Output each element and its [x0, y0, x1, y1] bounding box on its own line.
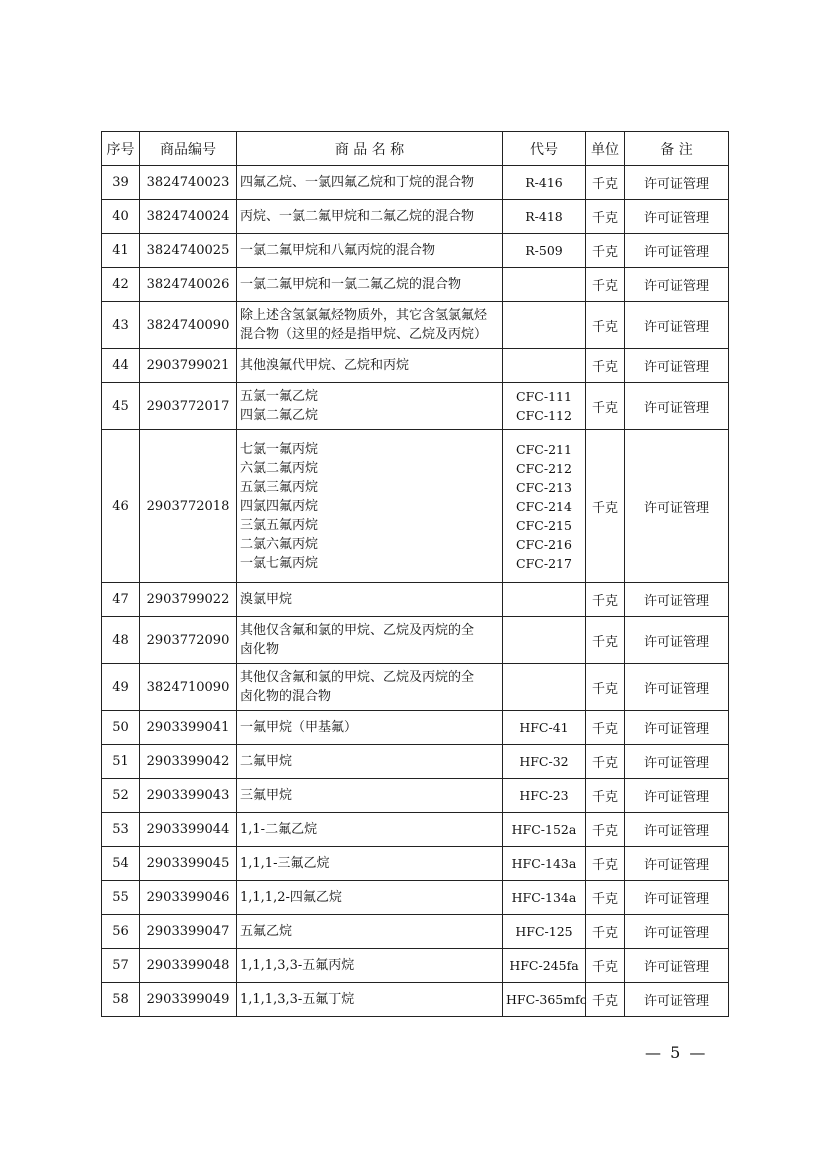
cell-designation	[503, 383, 586, 430]
header-serial-no: 序号	[102, 132, 140, 166]
cell-designation-line: CFC-213	[516, 479, 572, 495]
cell-commodity-code: 3824740023	[140, 166, 237, 200]
table-row	[102, 813, 729, 847]
cell-commodity-name-line: 二氟甲烷	[240, 754, 293, 769]
cell-commodity-name-line: 丙烷、一氯二氟甲烷和二氟乙烷的混合物	[240, 209, 475, 224]
table-row	[102, 915, 729, 949]
cell-remarks: 许可证管理	[625, 779, 729, 813]
cell-commodity-name-line: 1,1-二氟乙烷	[240, 822, 318, 837]
cell-commodity-name-line: 溴氯甲烷	[240, 592, 293, 607]
cell-unit: 千克	[586, 847, 625, 881]
cell-designation	[503, 234, 586, 268]
cell-designation	[503, 430, 586, 583]
cell-commodity-name-line: 1,1,1,2-四氟乙烷	[240, 890, 342, 905]
cell-designation-line: HFC-23	[519, 788, 569, 803]
cell-commodity-name-line: 其他仅含氟和氯的甲烷、乙烷及丙烷的全	[240, 623, 475, 638]
cell-commodity-name	[237, 847, 503, 881]
cell-commodity-name	[237, 881, 503, 915]
cell-serial-no: 53	[102, 813, 140, 847]
cell-designation-line: HFC-41	[519, 720, 569, 735]
cell-commodity-code: 2903772018	[140, 430, 237, 583]
header-unit: 单位	[586, 132, 625, 166]
cell-designation-line: CFC-112	[516, 408, 572, 423]
table-row	[102, 349, 729, 383]
table-row	[102, 234, 729, 268]
cell-commodity-name-line: 五氟乙烷	[240, 924, 293, 939]
cell-commodity-name	[237, 430, 503, 583]
cell-serial-no: 42	[102, 268, 140, 302]
cell-unit: 千克	[586, 813, 625, 847]
cell-unit: 千克	[586, 349, 625, 383]
cell-commodity-name-line: 三氯五氟丙烷	[240, 517, 319, 533]
cell-unit: 千克	[586, 664, 625, 711]
cell-remarks: 许可证管理	[625, 881, 729, 915]
cell-unit: 千克	[586, 430, 625, 583]
cell-commodity-name	[237, 711, 503, 745]
table-row	[102, 583, 729, 617]
table-row	[102, 779, 729, 813]
header-commodity-name: 商 品 名 称	[237, 132, 503, 166]
table-row	[102, 847, 729, 881]
cell-commodity-name	[237, 349, 503, 383]
cell-unit: 千克	[586, 779, 625, 813]
cell-remarks: 许可证管理	[625, 915, 729, 949]
cell-commodity-name-line: 卤化物	[240, 642, 280, 657]
cell-designation	[503, 200, 586, 234]
cell-unit: 千克	[586, 302, 625, 349]
header-remarks: 备 注	[625, 132, 729, 166]
cell-commodity-code: 2903772017	[140, 383, 237, 430]
cell-designation-line: HFC-245fa	[509, 958, 579, 973]
cell-unit: 千克	[586, 268, 625, 302]
cell-remarks: 许可证管理	[625, 583, 729, 617]
cell-serial-no: 40	[102, 200, 140, 234]
cell-commodity-name	[237, 745, 503, 779]
cell-commodity-name	[237, 915, 503, 949]
cell-serial-no: 44	[102, 349, 140, 383]
cell-commodity-code: 2903799021	[140, 349, 237, 383]
cell-commodity-name-line: 五氯三氟丙烷	[240, 479, 319, 495]
cell-designation-line: HFC-125	[515, 924, 573, 939]
cell-commodity-name	[237, 617, 503, 664]
cell-commodity-name	[237, 583, 503, 617]
cell-unit: 千克	[586, 745, 625, 779]
cell-serial-no: 46	[102, 430, 140, 583]
table-header-row	[102, 132, 729, 166]
cell-commodity-name	[237, 383, 503, 430]
cell-designation-line: R-416	[525, 175, 563, 190]
cell-unit: 千克	[586, 383, 625, 430]
cell-commodity-name-line: 除上述含氢氯氟烃物质外，其它含氢氯氟烃	[240, 308, 488, 323]
cell-commodity-name-line: 其他仅含氟和氯的甲烷、乙烷及丙烷的全	[240, 670, 475, 685]
cell-serial-no: 45	[102, 383, 140, 430]
header-designation: 代号	[503, 132, 586, 166]
cell-designation	[503, 949, 586, 983]
cell-designation-line: CFC-216	[516, 536, 572, 552]
cell-commodity-code: 2903799022	[140, 583, 237, 617]
cell-designation	[503, 583, 586, 617]
cell-commodity-name	[237, 200, 503, 234]
cell-commodity-name	[237, 983, 503, 1017]
table-row	[102, 268, 729, 302]
cell-designation	[503, 779, 586, 813]
cell-remarks: 许可证管理	[625, 430, 729, 583]
cell-designation	[503, 349, 586, 383]
cell-unit: 千克	[586, 881, 625, 915]
cell-designation	[503, 881, 586, 915]
cell-remarks: 许可证管理	[625, 166, 729, 200]
cell-designation-line: CFC-111	[516, 389, 572, 404]
cell-commodity-code: 2903399042	[140, 745, 237, 779]
table-row	[102, 383, 729, 430]
cell-serial-no: 39	[102, 166, 140, 200]
cell-unit: 千克	[586, 983, 625, 1017]
cell-designation-line: CFC-212	[516, 460, 572, 476]
table-row	[102, 200, 729, 234]
cell-designation	[503, 617, 586, 664]
cell-unit: 千克	[586, 234, 625, 268]
header-commodity-code: 商品编号	[140, 132, 237, 166]
cell-unit: 千克	[586, 617, 625, 664]
cell-commodity-code: 2903399041	[140, 711, 237, 745]
cell-commodity-name	[237, 779, 503, 813]
cell-unit: 千克	[586, 915, 625, 949]
cell-designation	[503, 268, 586, 302]
cell-commodity-code: 2903399044	[140, 813, 237, 847]
cell-remarks: 许可证管理	[625, 302, 729, 349]
cell-designation-line: HFC-143a	[511, 856, 577, 871]
table-body	[102, 166, 729, 1017]
cell-commodity-name	[237, 268, 503, 302]
cell-serial-no: 52	[102, 779, 140, 813]
cell-serial-no: 41	[102, 234, 140, 268]
cell-commodity-name-line: 一氟甲烷（甲基氟）	[240, 720, 358, 735]
cell-designation-line: CFC-217	[516, 555, 572, 571]
cell-commodity-code: 2903399046	[140, 881, 237, 915]
cell-commodity-code: 2903399049	[140, 983, 237, 1017]
cell-commodity-name-line: 一氯七氟丙烷	[240, 555, 319, 571]
cell-remarks: 许可证管理	[625, 383, 729, 430]
cell-commodity-name	[237, 166, 503, 200]
cell-serial-no: 49	[102, 664, 140, 711]
cell-unit: 千克	[586, 711, 625, 745]
cell-designation-line: CFC-214	[516, 498, 572, 514]
cell-commodity-name-line: 三氟甲烷	[240, 788, 293, 803]
cell-designation-line: R-509	[525, 243, 563, 258]
table-row	[102, 302, 729, 349]
cell-serial-no: 50	[102, 711, 140, 745]
table-row	[102, 881, 729, 915]
cell-commodity-code: 2903399045	[140, 847, 237, 881]
cell-designation	[503, 813, 586, 847]
cell-designation-line: HFC-365mfc	[506, 992, 587, 1007]
cell-commodity-name	[237, 234, 503, 268]
cell-remarks: 许可证管理	[625, 664, 729, 711]
cell-designation-line: CFC-215	[516, 517, 572, 533]
table-row	[102, 983, 729, 1017]
goods-table	[101, 131, 729, 1017]
table-row	[102, 664, 729, 711]
cell-serial-no: 43	[102, 302, 140, 349]
cell-remarks: 许可证管理	[625, 813, 729, 847]
cell-commodity-name-line: 二氯六氟丙烷	[240, 536, 319, 552]
cell-designation-line: HFC-134a	[511, 890, 577, 905]
cell-remarks: 许可证管理	[625, 268, 729, 302]
cell-commodity-name-line: 其他溴氟代甲烷、乙烷和丙烷	[240, 358, 410, 373]
cell-commodity-code: 3824740024	[140, 200, 237, 234]
cell-serial-no: 48	[102, 617, 140, 664]
table-row	[102, 617, 729, 664]
cell-designation	[503, 915, 586, 949]
cell-commodity-code: 2903399047	[140, 915, 237, 949]
cell-serial-no: 56	[102, 915, 140, 949]
cell-designation	[503, 166, 586, 200]
table-row	[102, 430, 729, 583]
cell-designation	[503, 983, 586, 1017]
cell-designation	[503, 664, 586, 711]
cell-commodity-code: 3824740090	[140, 302, 237, 349]
cell-designation	[503, 745, 586, 779]
cell-commodity-code: 3824740025	[140, 234, 237, 268]
cell-commodity-name	[237, 813, 503, 847]
cell-serial-no: 57	[102, 949, 140, 983]
cell-designation-line: R-418	[525, 209, 563, 224]
cell-remarks: 许可证管理	[625, 617, 729, 664]
cell-unit: 千克	[586, 200, 625, 234]
cell-commodity-code: 3824710090	[140, 664, 237, 711]
cell-commodity-name	[237, 302, 503, 349]
cell-serial-no: 51	[102, 745, 140, 779]
table-row	[102, 166, 729, 200]
cell-designation	[503, 711, 586, 745]
cell-unit: 千克	[586, 166, 625, 200]
cell-remarks: 许可证管理	[625, 949, 729, 983]
table-row	[102, 711, 729, 745]
cell-designation-line: HFC-152a	[511, 822, 577, 837]
cell-commodity-name-line: 1,1,1-三氟乙烷	[240, 856, 330, 871]
cell-commodity-code: 2903399043	[140, 779, 237, 813]
cell-commodity-name-line: 一氯二氟甲烷和八氟丙烷的混合物	[240, 243, 436, 258]
cell-commodity-name-line: 混合物（这里的烃是指甲烷、乙烷及丙烷）	[240, 327, 488, 342]
cell-commodity-name	[237, 949, 503, 983]
cell-serial-no: 58	[102, 983, 140, 1017]
cell-commodity-code: 3824740026	[140, 268, 237, 302]
cell-serial-no: 54	[102, 847, 140, 881]
cell-remarks: 许可证管理	[625, 983, 729, 1017]
cell-remarks: 许可证管理	[625, 349, 729, 383]
cell-unit: 千克	[586, 949, 625, 983]
cell-commodity-name	[237, 664, 503, 711]
cell-commodity-name-line: 四氟乙烷、一氯四氟乙烷和丁烷的混合物	[240, 175, 475, 190]
cell-commodity-name-line: 一氯二氟甲烷和一氯二氟乙烷的混合物	[240, 277, 462, 292]
cell-commodity-code: 2903772090	[140, 617, 237, 664]
cell-designation	[503, 302, 586, 349]
cell-unit: 千克	[586, 583, 625, 617]
page-number: — 5 —	[645, 1043, 708, 1062]
cell-remarks: 许可证管理	[625, 847, 729, 881]
cell-serial-no: 55	[102, 881, 140, 915]
cell-commodity-name-line: 四氯四氟丙烷	[240, 498, 319, 514]
cell-commodity-name-line: 卤化物的混合物	[240, 689, 332, 704]
cell-commodity-name-line: 1,1,1,3,3-五氟丁烷	[240, 992, 355, 1007]
cell-commodity-code: 2903399048	[140, 949, 237, 983]
cell-remarks: 许可证管理	[625, 234, 729, 268]
cell-commodity-name-line: 七氯一氟丙烷	[240, 441, 319, 457]
cell-serial-no: 47	[102, 583, 140, 617]
cell-commodity-name-line: 四氯二氟乙烷	[240, 408, 319, 423]
cell-designation-line: HFC-32	[519, 754, 569, 769]
table-row	[102, 949, 729, 983]
cell-remarks: 许可证管理	[625, 711, 729, 745]
cell-designation-line: CFC-211	[516, 441, 572, 457]
cell-designation	[503, 847, 586, 881]
cell-remarks: 许可证管理	[625, 200, 729, 234]
cell-commodity-name-line: 1,1,1,3,3-五氟丙烷	[240, 958, 355, 973]
cell-commodity-name-line: 六氯二氟丙烷	[240, 460, 319, 476]
table-row	[102, 745, 729, 779]
cell-remarks: 许可证管理	[625, 745, 729, 779]
cell-commodity-name-line: 五氯一氟乙烷	[240, 389, 319, 404]
